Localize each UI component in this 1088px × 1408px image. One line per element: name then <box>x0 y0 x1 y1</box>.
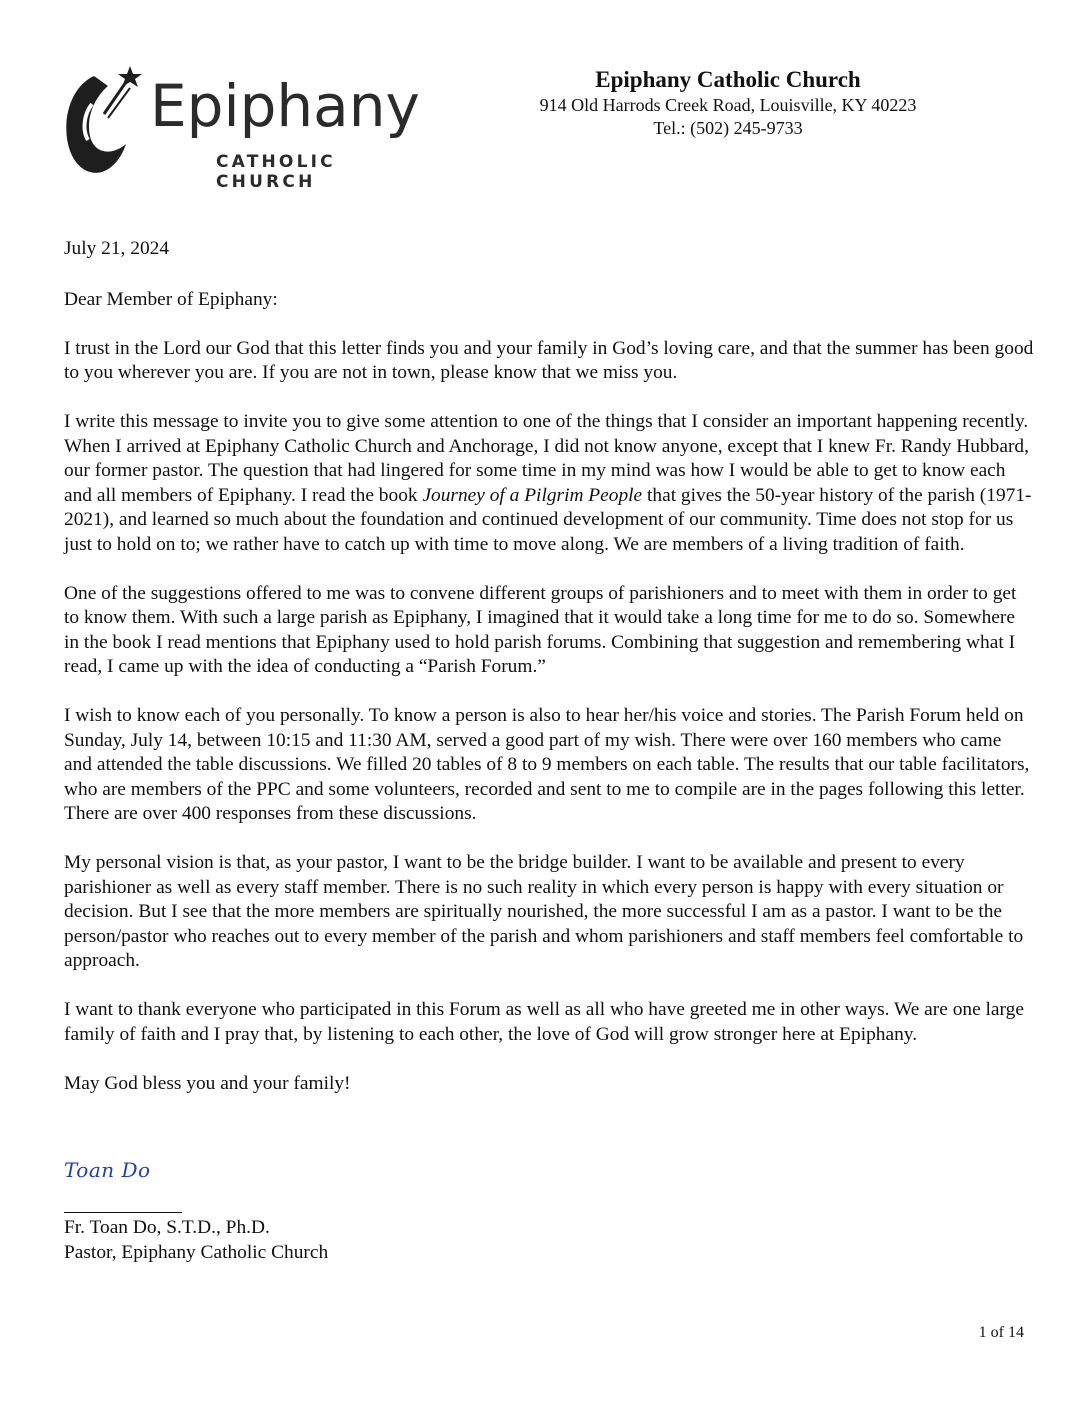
page-number: 1 of 14 <box>978 1324 1024 1341</box>
church-address: 914 Old Harrods Creek Road, Louisville, KY 40223 <box>539 95 917 115</box>
letter-body <box>64 237 1034 1106</box>
signer-title: Pastor, Epiphany Catholic Church <box>64 1241 329 1263</box>
paragraph-2-text-b: that gives the 50-year history of the parish (1971-2021), and learned so much about the foundation and continued development of our community. Time does not stop for us just to hold on to; we rather have to catch up with time to move along. We are members of a living tradition of faith. <box>64 484 1032 555</box>
paragraph-2-text-a: I write this message to invite you to give some attention to one of the things that I consider an important happening recently. When I arrived at Epiphany Catholic Church and Anchorage, I did not know anyone, except that I knew Fr. Randy Hubbard, our former pastor. The question that had lingered for some time in my mind was how I would be able to get to know each and all members of Epiphany. I read the book <box>64 411 1029 506</box>
letterhead <box>510 66 946 140</box>
logo-wordmark: Epiphany <box>150 72 420 140</box>
paragraph-4: I wish to know each of you personally. To know a person is also to hear her/his voice and stories. The Parish Forum held on Sunday, July 14, between 10:15 and 11:30 AM, served a good part of my wish. There were over 160 members who came and attended the table discussions. We filled 20 tables of 8 to 9 members on each table. The results that our table facilitators, who are members of the PPC and some volunteers, recorded and sent to me to compile are in the pages following this letter. There are over 400 responses from these discussions. <box>64 705 1030 824</box>
paragraph-1: I trust in the Lord our God that this letter finds you and your family in God’s loving care, and that the summer has been good to you wherever you are. If you are not in town, please know that we miss you. <box>64 337 1034 383</box>
signer-name: Fr. Toan Do, S.T.D., Ph.D. <box>64 1217 270 1238</box>
paragraph-5: My personal vision is that, as your pastor, I want to be the bridge builder. I want to be available and present to every parishioner as well as every staff member. There is no such reality in which every person is happy with every situation or decision. But I see that the more members are spiritually nourished, the more successful I am as a pastor. I want to be the person/pastor who reaches out to every member of the parish and whom parishioners and staff members feel comfortable to approach. <box>64 852 1024 971</box>
logo-subtitle: CATHOLIC CHURCH <box>216 152 336 192</box>
signature-block <box>64 1216 328 1265</box>
book-title: Journey of a Pilgrim People <box>422 484 643 506</box>
paragraph-2 <box>64 410 1034 557</box>
handwritten-signature: Toan Do <box>64 1158 151 1182</box>
paragraph-6: I want to thank everyone who participated in this Forum as well as all who have greeted me in other ways. We are one large family of faith and I pray that, by listening to each other, the love of God will grow stronger here at Epiphany. <box>64 999 1024 1045</box>
church-logo-icon <box>64 64 144 178</box>
church-phone: Tel.: (502) 245-9733 <box>653 118 803 138</box>
church-name: Epiphany Catholic Church <box>595 67 861 92</box>
church-logo <box>64 64 424 192</box>
letter-date: July 21, 2024 <box>64 238 170 259</box>
paragraph-3: One of the suggestions offered to me was to convene different groups of parishioners and to meet with them in order to get to know them. With such a large parish as Epiphany, I imagined that it would take a long time for me to do so. Somewhere in the book I read mentions that Epiphany used to hold parish forums. Combining that suggestion and remembering what I read, I came up with the idea of conducting a “Parish Forum.” <box>64 582 1017 677</box>
salutation: Dear Member of Epiphany: <box>64 288 278 310</box>
closing-line: May God bless you and your family! <box>64 1072 351 1094</box>
signature-line <box>64 1212 182 1213</box>
